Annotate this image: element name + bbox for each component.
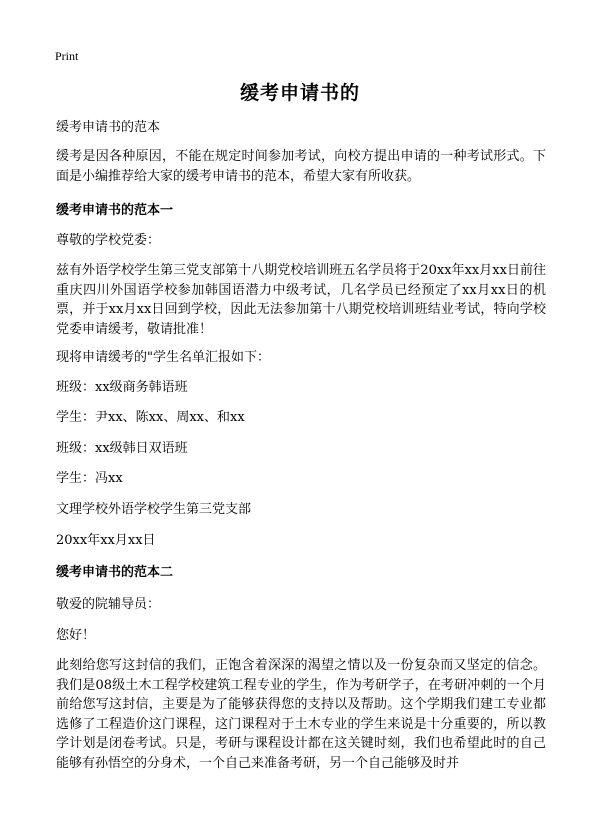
page-title: 缓考申请书的: [239, 82, 360, 104]
students-line-1: 学生：尹xx、陈xx、周xx、和xx: [56, 410, 245, 425]
students-line-2: 学生：冯xx: [56, 471, 123, 486]
section2-heading: 缓考申请书的范本二: [56, 565, 174, 580]
section2-salutation: 敬爱的院辅导员：: [56, 597, 161, 612]
intro-paragraph: 缓考是因各种原因，不能在规定时间参加考试，向校方提出申请的一种考试形式。下面是小编推荐给大家的缓考申请书的范本，希望大家有所收获。: [56, 149, 546, 184]
section1-heading: 缓考申请书的范本一: [56, 203, 174, 218]
subtitle: 缓考申请书的范本: [56, 120, 161, 135]
section1-salutation: 尊敬的学校党委：: [56, 233, 161, 248]
print-link[interactable]: Print: [55, 49, 79, 63]
student-list-intro: 现将申请缓考的"学生名单汇报如下：: [56, 350, 270, 365]
date-line: 20xx年xx月xx日: [56, 533, 156, 548]
section2-body: 此刻给您写这封信的我们，正饱含着深深的渴望之情以及一份复杂而又坚定的信念。我们是08级土木工程学校建筑工程专业的学生，作为考研学子，在考研冲刺的一个月前给您写这封信，主要是为了能够获得您的支持以及帮助。这个学期我们建工专业都选修了工程造价这门课程，这门课程对于土木专业的学生来说是十分重要的，所以教学计划是闭卷考试。只是，考研与课程设计都在这关键时刻，我们也希望此时的自己能够有孙悟空的分身术，一个自己来准备考研，另一个自己能够及时并: [56, 658, 546, 771]
class-line-2: 班级：xx级韩日双语班: [56, 441, 188, 456]
class-line-1: 班级：xx级商务韩语班: [56, 380, 188, 395]
greeting: 您好！: [56, 628, 96, 643]
signature: 文理学校外语学校学生第三党支部: [56, 502, 252, 517]
section1-body: 兹有外语学校学生第三党支部第十八期党校培训班五名学员将于20xx年xx月xx日前往重庆四川外国语学校参加韩国语潜力中级考试，几名学员已经预定了xx月xx日的机票，并于xx月xx日回到学校，因此无法参加第十八期党校培训班结业考试，特向学校党委申请缓考，敬请批准！: [56, 263, 546, 337]
